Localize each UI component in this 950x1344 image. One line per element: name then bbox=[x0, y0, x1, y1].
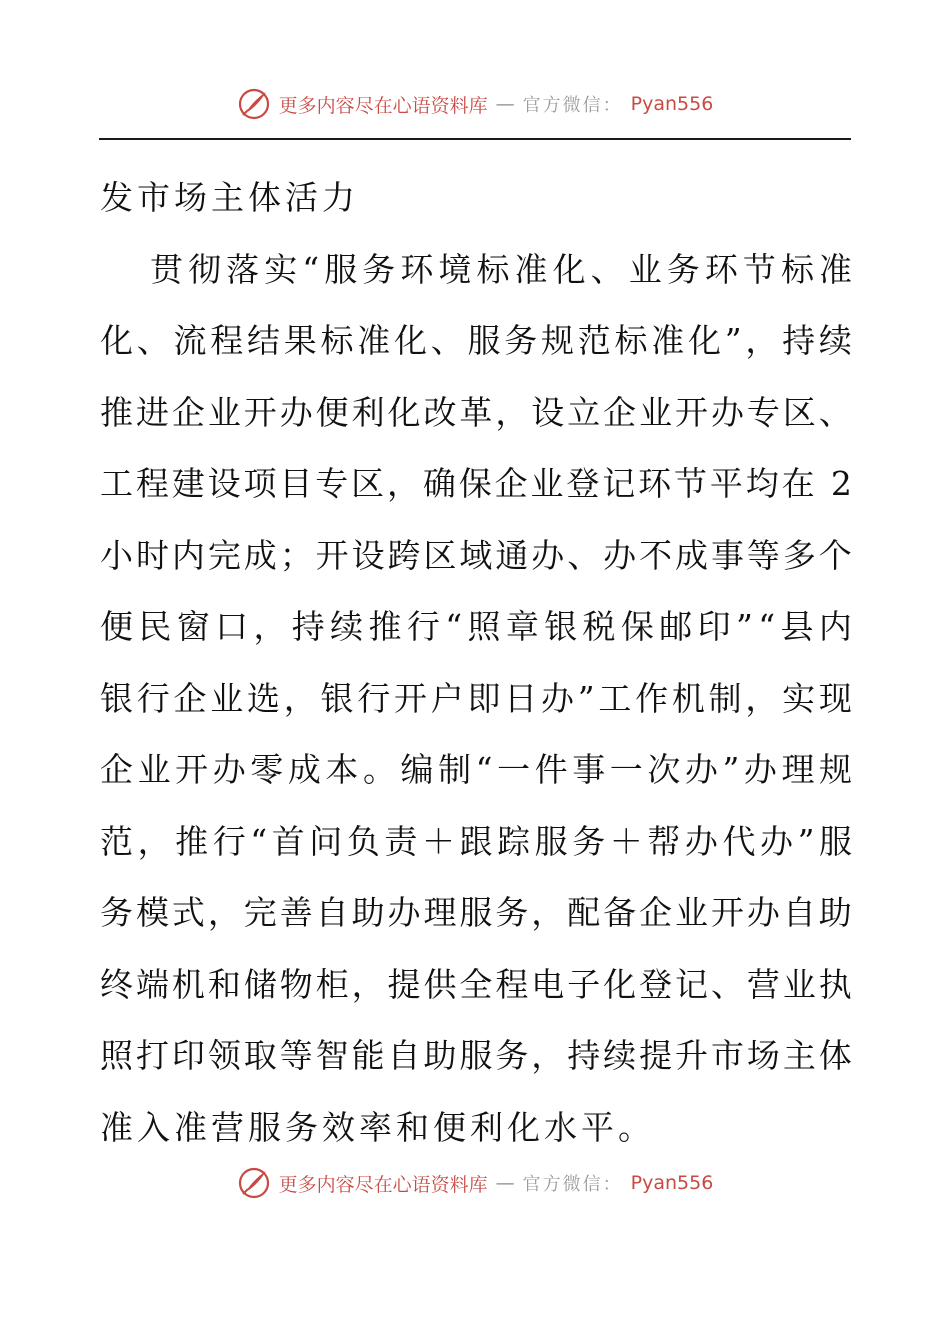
footer-watermark bbox=[0, 1163, 950, 1203]
header-watermark bbox=[0, 84, 950, 124]
document-body bbox=[100, 162, 852, 1163]
watermark-account-id: Pyan556 bbox=[630, 1172, 714, 1194]
text-line: 化 、 流 程 结 果 标 准 化 、 服 务 规 范 标 准 化 ” ， 持 续 bbox=[100, 321, 852, 360]
watermark-official-label: 官方微信： bbox=[522, 1174, 623, 1195]
text-line: 银 行 企 业 选 ， 银 行 开 户 即 日 办 ” 工 作 机 制 ， 实 现 bbox=[100, 678, 852, 718]
watermark-account-id: Pyan556 bbox=[630, 93, 714, 115]
watermark-dash: — bbox=[495, 1172, 515, 1194]
quill-pen-logo-icon bbox=[237, 87, 271, 121]
text-line: 小 时 内 完 成 ； 开 设 跨 区 域 通 办 、 办 不 成 事 等 多 个 bbox=[100, 535, 852, 575]
watermark-site-text: 更多内容尽在心语资料库 bbox=[278, 94, 488, 117]
watermark-official-label: 官方微信： bbox=[522, 95, 623, 116]
text-line: 贯 彻 落 实 “ 服 务 环 境 标 准 化 、 业 务 环 节 标 准 bbox=[150, 249, 852, 289]
text-line: 务 模 式 ， 完 善 自 助 办 理 服 务 ， 配 备 企 业 开 办 自 助 bbox=[100, 893, 852, 932]
text-line: 准入准营服务效率和便利化水平。 bbox=[100, 1107, 655, 1147]
quill-pen-logo-icon bbox=[237, 1166, 271, 1200]
header-divider bbox=[99, 138, 851, 140]
text-line: 企 业 开 办 零 成 本 。 编 制 “ 一 件 事 一 次 办 ” 办 理 规 bbox=[100, 750, 852, 789]
text-line: 照 打 印 领 取 等 智 能 自 助 服 务 ， 持 续 提 升 市 场 主 体 bbox=[100, 1036, 852, 1075]
text-line: 工 程 建 设 项 目 专 区 ， 确 保 企 业 登 记 环 节 平 均 在 2 bbox=[100, 464, 852, 503]
text-line: 发市场主体活力 bbox=[100, 178, 359, 217]
watermark-site-text: 更多内容尽在心语资料库 bbox=[278, 1173, 488, 1196]
watermark-dash: — bbox=[495, 93, 515, 115]
text-line: 便 民 窗 口 ， 持 续 推 行 “ 照 章 银 税 保 邮 印 ” “ 县 内 bbox=[100, 607, 852, 646]
text-line: 终 端 机 和 储 物 柜 ， 提 供 全 程 电 子 化 登 记 、 营 业 执 bbox=[100, 964, 852, 1004]
text-line: 范 ， 推 行 “ 首 问 负 责 ＋ 跟 踪 服 务 ＋ 帮 办 代 办 ” 服 bbox=[100, 821, 852, 861]
text-line: 推 进 企 业 开 办 便 利 化 改 革 ， 设 立 企 业 开 办 专 区 、 bbox=[100, 392, 852, 432]
